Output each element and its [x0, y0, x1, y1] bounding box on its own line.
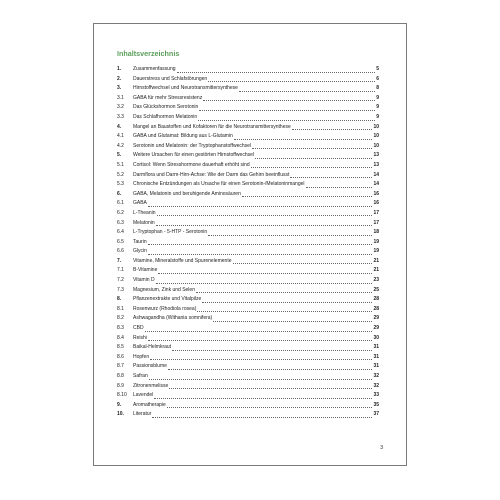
toc-entry-number: 8.2	[117, 315, 124, 322]
toc-entry-number: 8.1	[117, 305, 124, 312]
toc-entry-number: 4.	[117, 123, 122, 130]
toc-entry-page: 14	[373, 181, 379, 188]
toc-entry-number: 6.5	[117, 238, 124, 245]
toc-entry-page: 21	[373, 267, 379, 274]
toc-entry	[117, 286, 379, 296]
toc-entry-label: Hirnstoffwechsel und Neurotransmittersynthese	[133, 85, 238, 92]
toc-entry-label: Zusammenfassung	[133, 66, 176, 72]
toc-entry-number: 8.9	[117, 382, 124, 389]
toc-entry-page: 19	[373, 248, 379, 255]
dot-leader	[233, 257, 373, 265]
toc-entry-label: CBD	[133, 325, 144, 332]
toc-entry-page: 14	[373, 171, 379, 178]
dot-leader	[149, 372, 373, 380]
dot-leader	[167, 401, 373, 409]
toc-entry	[117, 276, 379, 286]
toc-entry	[117, 219, 379, 229]
toc-entry	[117, 295, 379, 305]
dot-leader	[199, 103, 375, 111]
toc-entry-label: Serotonin und Melatonin: der Tryptophanstoffwechsel	[133, 142, 252, 149]
toc-entry-number: 6.	[117, 190, 122, 197]
toc-entry-number: 8.10	[117, 392, 127, 399]
toc-entry-page: 9	[376, 94, 379, 101]
toc-entry-page: 33	[373, 392, 379, 399]
toc-entry-label: Darmflora und Darm-Hirn-Achse: Wie der Darm das Gehirn beeinflusst	[133, 171, 290, 178]
toc-entry-label: GABA, Melatonin und beruhigende Aminosäuren	[133, 190, 241, 197]
toc-entry-page: 10	[373, 123, 379, 130]
toc-entry-label: B-Vitamine	[133, 267, 158, 274]
dot-leader	[290, 171, 372, 179]
toc-entry	[117, 199, 379, 209]
toc-entry	[117, 314, 379, 324]
toc-entry-label: L-Tryptophan - 5-HTP - Serotonin	[133, 229, 208, 236]
dot-leader	[251, 161, 373, 169]
toc-entry-number: 7.3	[117, 286, 124, 293]
toc-entry	[117, 266, 379, 276]
dot-leader	[150, 353, 372, 361]
toc-entry-page: 16	[373, 190, 379, 197]
toc-entry-number: 9.	[117, 401, 122, 408]
toc-entry	[117, 257, 379, 267]
dot-leader	[158, 267, 372, 275]
dot-leader	[203, 94, 375, 102]
toc-entry-label: Dauerstress und Schlafstörungen	[133, 75, 208, 82]
toc-entry-page: 16	[373, 200, 379, 207]
toc-entry-label: Baikal-Helmkraut	[133, 344, 172, 351]
toc-entry-number: 6.3	[117, 219, 124, 226]
dot-leader	[156, 276, 373, 284]
toc-entry-number: 6.1	[117, 200, 124, 207]
dot-leader	[148, 238, 373, 246]
toc-entry-page: 18	[373, 229, 379, 236]
toc-entry-number: 7.	[117, 257, 122, 264]
table-of-contents	[117, 65, 379, 420]
toc-entry-page: 31	[373, 363, 379, 370]
dot-leader	[148, 334, 373, 342]
toc-entry-label: Vitamin D	[133, 277, 155, 284]
toc-entry-number: 6.2	[117, 209, 124, 216]
toc-entry	[117, 113, 379, 123]
dot-leader	[234, 132, 373, 140]
toc-entry-page: 9	[376, 104, 379, 111]
dot-leader	[213, 314, 372, 322]
toc-entry-label: Reishi	[133, 334, 147, 341]
dot-leader	[197, 305, 372, 313]
toc-entry	[117, 171, 379, 181]
toc-entry	[117, 391, 379, 401]
toc-entry-label: Das Glückshormon Serotonin	[133, 104, 199, 111]
toc-entry-page: 25	[373, 286, 379, 293]
toc-entry-label: Lavendel	[133, 392, 154, 399]
toc-entry-label: Rosenwurz (Rhodiola rosea)	[133, 305, 197, 312]
toc-entry	[117, 84, 379, 94]
toc-entry-page: 28	[373, 305, 379, 312]
toc-entry	[117, 305, 379, 315]
toc-entry-label: GABA und Glutamat: Bildung aus L-Glutamin	[133, 133, 233, 140]
toc-entry-label: Magnesium, Zink und Selen	[133, 286, 195, 293]
toc-entry-number: 3.1	[117, 94, 124, 101]
dot-leader	[242, 190, 373, 198]
toc-entry	[117, 142, 379, 152]
dot-leader	[202, 295, 372, 303]
dot-leader	[292, 123, 373, 131]
toc-entry-page: 17	[373, 219, 379, 226]
toc-entry	[117, 372, 379, 382]
dot-leader	[169, 382, 372, 390]
toc-entry-label: Cortisol: Wenn Stresshormone dauerhaft erhöht sind	[133, 161, 250, 168]
toc-entry	[117, 362, 379, 372]
dot-leader	[208, 228, 372, 236]
toc-entry-number: 8.7	[117, 363, 124, 370]
toc-entry	[117, 343, 379, 353]
toc-entry	[117, 180, 379, 190]
toc-entry-page: 37	[373, 411, 379, 418]
toc-title: Inhaltsverzeichnis	[117, 49, 180, 58]
toc-entry-label: Safran	[133, 373, 148, 379]
toc-entry-page: 6	[376, 75, 379, 82]
toc-entry	[117, 410, 379, 420]
toc-entry-page: 9	[376, 113, 379, 120]
toc-entry-number: 3.3	[117, 113, 124, 120]
dot-leader	[145, 324, 373, 332]
toc-entry-page: 29	[373, 325, 379, 332]
toc-entry-label: Chronische Entzündungen als Ursache für einen Serotonin-/Melatoninmangel	[133, 181, 305, 188]
dot-leader	[148, 199, 373, 207]
toc-entry	[117, 353, 379, 363]
dot-leader	[148, 247, 373, 255]
toc-entry-label: Vitamine, Mineralstoffe und Spurenelemente	[133, 257, 232, 264]
dot-leader	[196, 286, 372, 294]
toc-entry-page: 35	[373, 401, 379, 408]
toc-entry-label: Passionsblume	[133, 363, 167, 370]
toc-entry-number: 5.3	[117, 181, 124, 188]
toc-entry-number: 8.5	[117, 344, 124, 351]
toc-entry-number: 5.2	[117, 171, 124, 178]
toc-entry-page: 30	[373, 334, 379, 341]
toc-entry-label: Melatonin	[133, 219, 155, 226]
toc-entry-page: 5	[376, 66, 379, 72]
toc-entry-label: GABA für mehr Stressresistenz	[133, 94, 203, 101]
toc-entry-number: 3.2	[117, 104, 124, 111]
toc-entry-page: 31	[373, 353, 379, 360]
toc-entry	[117, 161, 379, 171]
toc-entry-label: Mangel an Baustoffen und Kofaktoren für die Neurotransmittersynthese	[133, 123, 291, 130]
toc-entry-number: 1.	[117, 66, 122, 72]
toc-entry-number: 5.1	[117, 161, 124, 168]
toc-entry	[117, 123, 379, 133]
toc-entry-label: Pflanzenextrakte und Vitalpilze	[133, 296, 202, 303]
toc-entry-label: Taurin	[133, 238, 147, 245]
toc-entry-label: Ashwagandha (Withania somnifera)	[133, 315, 213, 322]
toc-entry-label: Aromatherapie	[133, 401, 166, 408]
toc-entry-number: 8.4	[117, 334, 124, 341]
toc-entry-page: 10	[373, 133, 379, 140]
dot-leader	[198, 113, 375, 121]
toc-entry-page: 32	[373, 382, 379, 389]
toc-entry-label: Das Schlafhormon Melatonin	[133, 113, 198, 120]
toc-entry-page: 29	[373, 315, 379, 322]
dot-leader	[177, 65, 376, 73]
toc-entry-label: Hopfen	[133, 353, 150, 360]
toc-entry-number: 3.	[117, 85, 122, 92]
toc-entry	[117, 334, 379, 344]
toc-entry-page: 19	[373, 238, 379, 245]
toc-entry-number: 7.2	[117, 277, 124, 284]
toc-entry-page: 17	[373, 209, 379, 216]
toc-entry-label: Zitronenmelisse	[133, 382, 169, 389]
toc-entry-page: 8	[376, 85, 379, 92]
toc-entry	[117, 75, 379, 85]
toc-entry	[117, 401, 379, 411]
toc-entry-page: 10	[373, 142, 379, 149]
dot-leader	[252, 142, 372, 150]
toc-entry-number: 4.1	[117, 133, 124, 140]
toc-entry	[117, 238, 379, 248]
page-number: 3	[380, 445, 383, 451]
toc-entry-number: 8.3	[117, 325, 124, 332]
toc-entry	[117, 247, 379, 257]
dot-leader	[306, 180, 373, 188]
toc-entry	[117, 324, 379, 334]
toc-entry-page: 23	[373, 277, 379, 284]
toc-entry-page: 28	[373, 296, 379, 303]
toc-entry	[117, 94, 379, 104]
toc-entry-page: 31	[373, 344, 379, 351]
toc-entry-number: 2.	[117, 75, 122, 82]
dot-leader	[239, 84, 375, 92]
toc-entry-number: 10.	[117, 411, 124, 418]
toc-entry-label: Literatur	[133, 411, 152, 418]
dot-leader	[157, 209, 373, 217]
dot-leader	[156, 219, 373, 227]
toc-entry-page: 13	[373, 161, 379, 168]
toc-entry	[117, 103, 379, 113]
toc-entry	[117, 151, 379, 161]
toc-entry-number: 8.6	[117, 353, 124, 360]
toc-entry-label: GABA	[133, 200, 147, 207]
toc-entry-label: Weitere Ursachen für einen gestörten Hirnstoffwechsel	[133, 152, 254, 159]
dot-leader	[168, 362, 373, 370]
toc-entry-label: Glycin	[133, 248, 147, 255]
toc-entry-number: 7.1	[117, 267, 124, 274]
dot-leader	[152, 410, 372, 418]
dot-leader	[154, 391, 372, 399]
dot-leader	[255, 151, 372, 159]
toc-entry	[117, 382, 379, 392]
toc-entry-page: 21	[373, 257, 379, 264]
toc-entry	[117, 65, 379, 75]
toc-entry-number: 6.4	[117, 229, 124, 236]
toc-entry	[117, 228, 379, 238]
toc-entry-number: 4.2	[117, 142, 124, 149]
dot-leader	[208, 75, 375, 83]
document-page	[93, 23, 407, 466]
toc-entry-label: L-Theanin	[133, 209, 156, 216]
toc-entry	[117, 132, 379, 142]
toc-entry-page: 32	[373, 373, 379, 379]
toc-entry	[117, 190, 379, 200]
toc-entry-number: 6.6	[117, 248, 124, 255]
toc-entry-number: 5.	[117, 152, 122, 159]
toc-entry	[117, 209, 379, 219]
dot-leader	[172, 343, 372, 351]
toc-entry-page: 13	[373, 152, 379, 159]
toc-entry-number: 8.8	[117, 373, 124, 379]
toc-entry-number: 8.	[117, 296, 122, 303]
